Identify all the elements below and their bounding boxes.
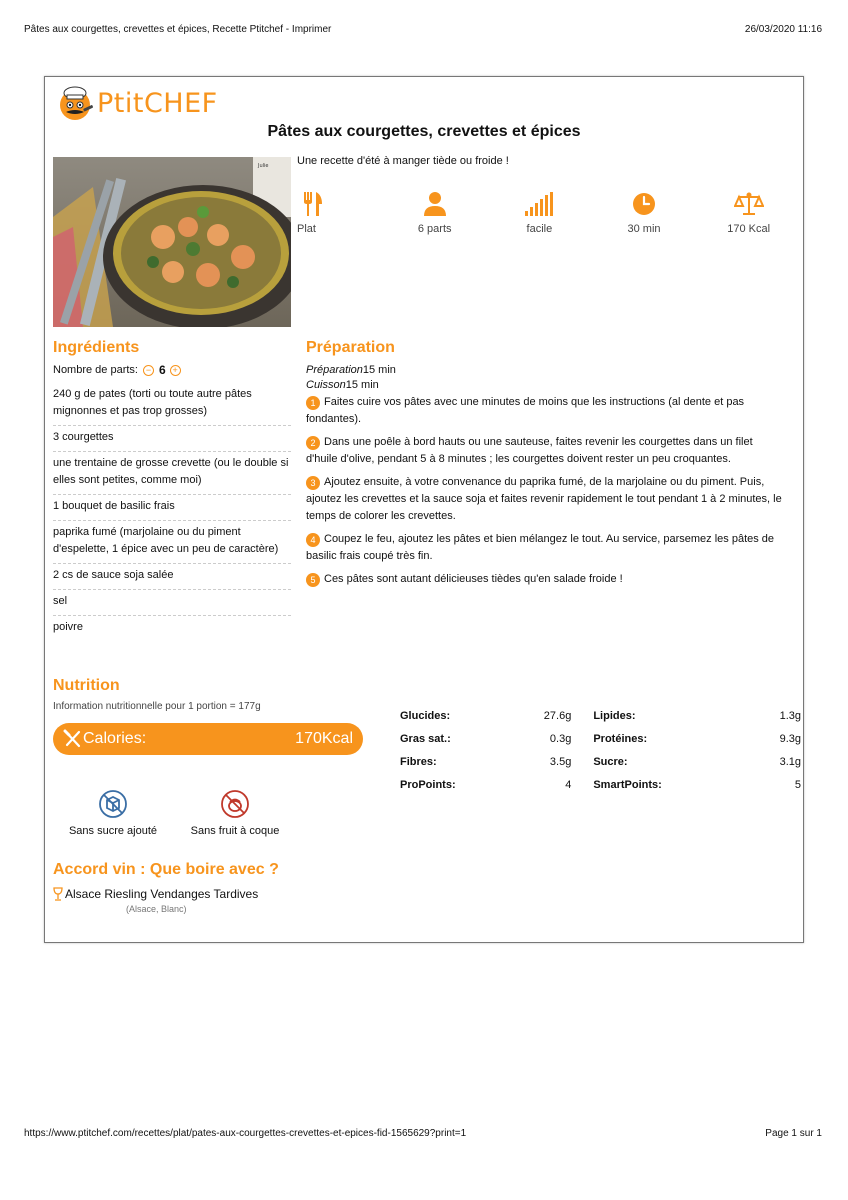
servings-label: Nombre de parts: (53, 364, 138, 376)
step-number: 3 (306, 476, 320, 490)
stat-label: Plat (297, 223, 316, 235)
print-datetime: 26/03/2020 11:16 (744, 24, 822, 35)
nutrient-value: 4 (565, 778, 572, 791)
servings-selector (53, 363, 291, 377)
stat-difficulty (487, 189, 592, 235)
step-number: 4 (306, 533, 320, 547)
fork-knife-icon (63, 729, 83, 749)
ingredient-item: 240 g de pates (torti ou toute autre pâtes mignonnes et pas trop grosses) (53, 383, 291, 426)
nutrient-label: SmartPoints: (593, 778, 662, 791)
prep-time-label: Préparation (306, 364, 363, 376)
preparation-step (306, 531, 784, 565)
person-icon (382, 189, 487, 219)
stat-calories (696, 189, 801, 235)
cook-time-label: Cuisson (306, 379, 346, 391)
diet-badges (53, 789, 297, 838)
recipe-intro: Une recette d'été à manger tiède ou froide ! (297, 155, 509, 167)
recipe-photo (53, 157, 291, 327)
ingredients-heading: Ingrédients (53, 339, 140, 356)
badge-label: Sans fruit à coque (190, 825, 280, 837)
ptitchef-logo[interactable] (55, 83, 218, 123)
ingredient-item: 1 bouquet de basilic frais (53, 495, 291, 521)
nutrition-section (53, 677, 803, 791)
wine-name: Alsace Riesling Vendanges Tardives (65, 887, 259, 901)
difficulty-bars-icon (487, 189, 592, 219)
nutrition-row (400, 705, 801, 726)
print-page-number: Page 1 sur 1 (765, 1128, 822, 1139)
nutrient-value: 0.3g (549, 732, 572, 745)
clock-icon (592, 189, 697, 219)
recipe-stats (297, 189, 801, 235)
logo-text: PtitCHEF (97, 87, 218, 119)
ingredients-section (53, 339, 291, 641)
print-url: https://www.ptitchef.com/recettes/plat/pates-aux-courgettes-crevettes-et-epices-fid-1565629?print=1 (24, 1128, 467, 1139)
wine-heading: Accord vin : Que boire avec ? (53, 861, 279, 878)
nutrient-value: 3.5g (549, 755, 572, 768)
wine-pairing[interactable] (53, 887, 279, 901)
stat-time (592, 189, 697, 235)
nutrient-value: 5 (794, 778, 801, 791)
nutrient-value: 9.3g (779, 732, 801, 745)
calories-value: 170Kcal (295, 730, 353, 747)
preparation-step (306, 434, 784, 468)
preparation-step (306, 571, 784, 588)
step-number: 2 (306, 436, 320, 450)
stat-label: 30 min (627, 223, 661, 235)
step-text: Faites cuire vos pâtes avec une minutes de moins que les instructions (al dente et pas fondantes). (306, 396, 745, 425)
stat-label: facile (526, 223, 553, 235)
prep-time (306, 363, 784, 378)
wine-glass-icon (53, 887, 63, 901)
step-number: 5 (306, 573, 320, 587)
nutrient-value: 3.1g (779, 755, 801, 768)
step-number: 1 (306, 396, 320, 410)
badge-label: Sans sucre ajouté (68, 825, 158, 837)
increase-servings-button[interactable]: + (170, 365, 181, 376)
steps-list (306, 394, 784, 588)
nutrient-value: 1.3g (779, 709, 801, 722)
prep-time-value: 15 min (362, 364, 396, 376)
ingredient-item: 2 cs de sauce soja salée (53, 564, 291, 590)
photo-watermark: Julie (258, 163, 269, 169)
cook-time (306, 378, 784, 393)
step-text: Coupez le feu, ajoutez les pâtes et bien mélangez le tout. Au service, parsemez les pâtes de basilic frais coupé très fin. (306, 533, 775, 562)
servings-value: 6 (158, 363, 166, 377)
ingredients-list (53, 383, 291, 641)
preparation-section (306, 339, 784, 594)
nutrition-heading: Nutrition (53, 677, 120, 694)
preparation-heading: Préparation (306, 339, 395, 356)
decrease-servings-button[interactable]: − (143, 365, 154, 376)
nutrition-row (400, 751, 801, 772)
ingredient-item: paprika fumé (marjolaine ou du piment d'espelette, 1 épice avec un peu de caractère) (53, 521, 291, 564)
wine-section (53, 861, 279, 914)
ingredient-item: poivre (53, 621, 83, 633)
step-text: Ces pâtes sont autant délicieuses tièdes qu'en salade froide ! (324, 573, 623, 585)
print-header (24, 24, 822, 35)
nutrient-label: Glucides: (400, 709, 451, 722)
step-text: Ajoutez ensuite, à votre convenance du paprika fumé, de la marjolaine ou du piment. Puis, ajoutez les crevettes et la sauce soja et faites revenir rapidement le tout pendant 1 à 2 minutes, le temps de colorer les crevettes. (306, 476, 782, 522)
print-title: Pâtes aux courgettes, crevettes et épices, Recette Ptitchef - Imprimer (24, 24, 332, 35)
wine-region: (Alsace, Blanc) (126, 904, 187, 914)
nutrient-label: Fibres: (400, 755, 437, 768)
ingredient-item: sel (53, 590, 291, 616)
scale-icon (696, 189, 801, 219)
ingredient-item: 3 courgettes (53, 426, 291, 452)
nutrition-row (400, 728, 801, 749)
ingredient-item: une trentaine de grosse crevette (ou le double si elles sont petites, comme moi) (53, 452, 291, 495)
stat-servings (382, 189, 487, 235)
nutrient-value: 27.6g (543, 709, 572, 722)
chef-mascot-icon (55, 83, 95, 123)
nutrition-table (398, 703, 803, 797)
no-nuts-icon (173, 789, 297, 819)
cook-time-value: 15 min (345, 379, 379, 391)
nutrition-row (400, 774, 801, 795)
fork-knife-icon (297, 189, 334, 219)
nutrient-label: Gras sat.: (400, 732, 451, 745)
preparation-step (306, 394, 784, 428)
badge-no-sugar (53, 789, 173, 838)
nutrient-label: Lipides: (593, 709, 636, 722)
preparation-step (306, 474, 784, 525)
calories-label: Calories: (83, 730, 147, 747)
stat-label: 170 Kcal (727, 223, 771, 235)
stat-label: 6 parts (417, 223, 452, 235)
calories-pill (53, 723, 363, 755)
recipe-title: Pâtes aux courgettes, crevettes et épices (267, 123, 581, 140)
no-sugar-icon (53, 789, 173, 819)
nutrient-label: Sucre: (593, 755, 628, 768)
nutrition-info: Information nutritionnelle pour 1 portion = 177g (53, 701, 261, 712)
nutrient-label: ProPoints: (400, 778, 456, 791)
recipe-sheet (44, 76, 804, 943)
badge-no-nuts (173, 789, 297, 838)
stat-category (297, 189, 334, 235)
nutrient-label: Protéines: (593, 732, 648, 745)
print-footer (24, 1128, 822, 1139)
step-text: Dans une poêle à bord hauts ou une sauteuse, faites revenir les courgettes dans un filet d'huile d'olive, pendant 5 à 8 minutes ; les courgettes doivent rester un peu croquantes. (306, 436, 753, 465)
